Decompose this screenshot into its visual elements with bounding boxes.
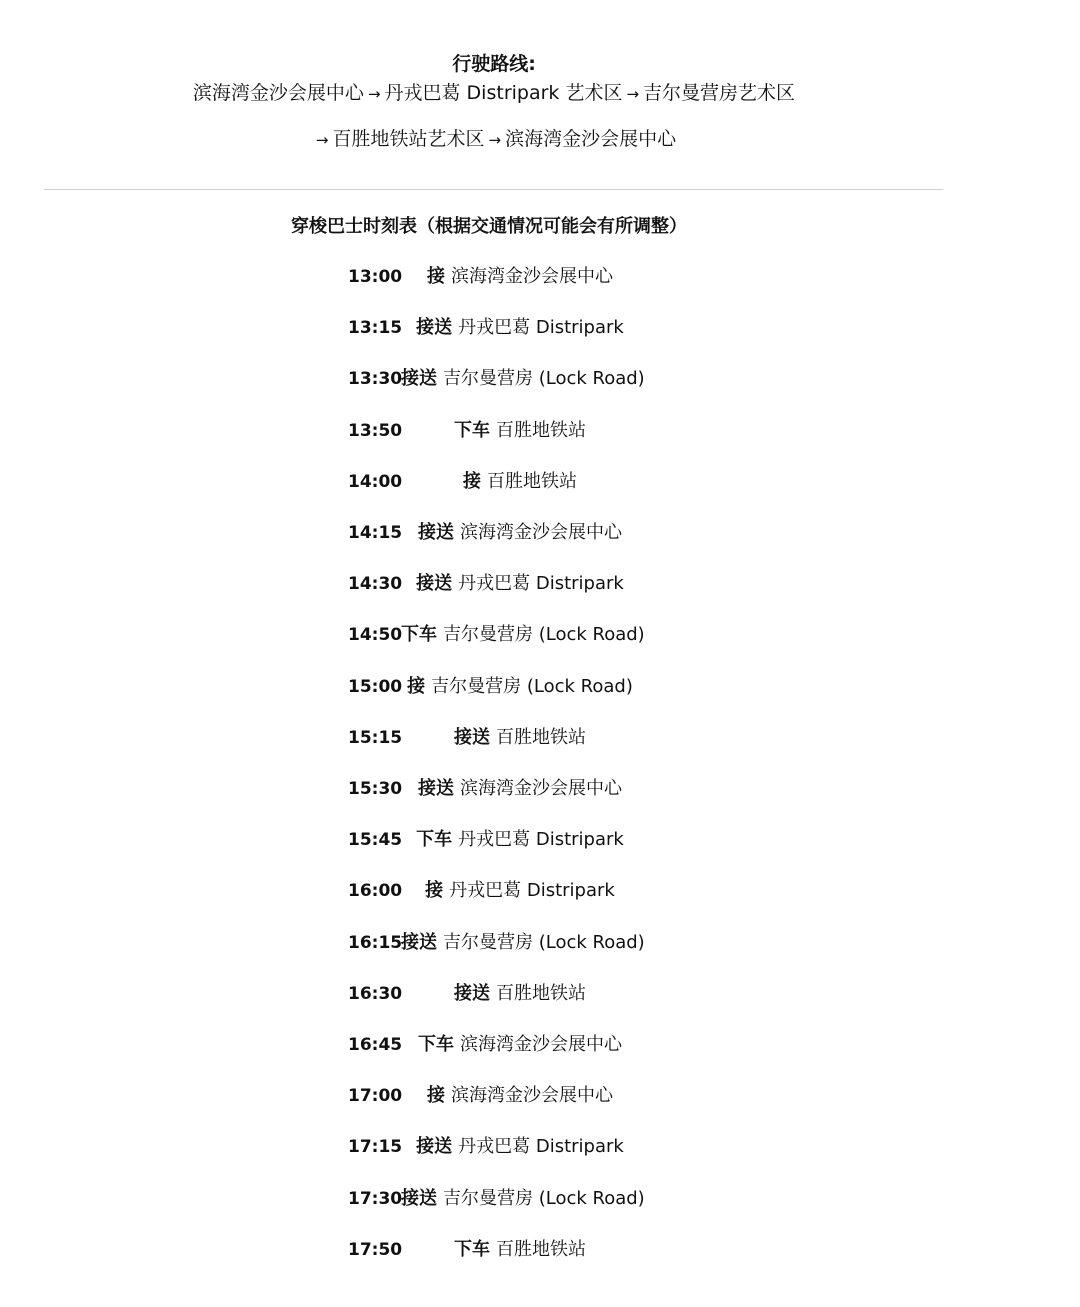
schedule-place: 丹戎巴葛 Distripark (449, 880, 615, 901)
schedule-action: 接 (407, 676, 426, 697)
route-stop: 吉尔曼营房艺术区 (643, 82, 796, 104)
schedule-action: 下车 (418, 1034, 454, 1055)
schedule-row (0, 313, 1080, 343)
schedule-place: 丹戎巴葛 Distripark (458, 573, 624, 594)
schedule-row (0, 876, 1080, 906)
schedule-place: 百胜地铁站 (496, 1239, 586, 1260)
schedule-stop (398, 467, 642, 497)
schedule-time: 17:30 (348, 1189, 403, 1209)
schedule-time: 14:00 (348, 472, 403, 492)
schedule-time: 17:00 (348, 1086, 403, 1106)
schedule-time: 14:30 (348, 574, 403, 594)
schedule-row (0, 518, 1080, 548)
schedule-action: 接送 (416, 1136, 453, 1157)
schedule-stop (398, 672, 642, 702)
schedule-row (0, 979, 1080, 1009)
route-stop: 百胜地铁站艺术区 (332, 128, 485, 150)
schedule-row (0, 928, 1080, 958)
schedule-action: 接 (427, 1085, 445, 1106)
arrow-right-icon: → (626, 85, 640, 103)
route-stop: 滨海湾金沙会展中心 (505, 128, 677, 150)
schedule-place: 丹戎巴葛 Distripark (458, 829, 624, 850)
schedule-action: 下车 (454, 1239, 490, 1260)
schedule-action: 下车 (401, 624, 437, 645)
schedule-stop (401, 364, 643, 394)
schedule-row (0, 1184, 1080, 1214)
schedule-action: 接送 (416, 317, 453, 338)
schedule-stop (398, 825, 642, 855)
route-line-1 (0, 79, 988, 108)
schedule-action: 接送 (401, 368, 437, 389)
schedule-time: 13:30 (348, 369, 403, 389)
arrow-right-icon: → (315, 131, 329, 149)
schedule-row (0, 262, 1080, 292)
schedule-action: 下车 (454, 420, 490, 441)
schedule-place: 百胜地铁站 (496, 727, 586, 748)
schedule-row (0, 1030, 1080, 1060)
schedule-stop (401, 620, 643, 650)
schedule-time: 17:50 (348, 1240, 403, 1260)
schedule-action: 接 (427, 266, 445, 287)
schedule-action: 接送 (401, 1188, 437, 1209)
schedule-row (0, 364, 1080, 394)
route-stop: 滨海湾金沙会展中心 (192, 82, 364, 104)
schedule-time: 14:15 (348, 523, 403, 543)
schedule-time: 15:30 (348, 779, 403, 799)
schedule-place: 百胜地铁站 (496, 420, 586, 441)
schedule-stop (398, 262, 642, 292)
schedule-place: 滨海湾金沙会展中心 (451, 266, 613, 287)
schedule-stop (401, 928, 643, 958)
schedule-stop (398, 569, 642, 599)
schedule-time: 13:00 (348, 267, 403, 287)
schedule-row (0, 467, 1080, 497)
schedule-place: 吉尔曼营房 (Lock Road) (443, 368, 645, 389)
schedule-stop (398, 1081, 642, 1111)
schedule-action: 接送 (454, 727, 490, 748)
arrow-right-icon: → (367, 85, 381, 103)
schedule-place: 滨海湾金沙会展中心 (451, 1085, 613, 1106)
schedule-stop (398, 313, 642, 343)
schedule-action: 接送 (416, 573, 453, 594)
schedule-time: 13:50 (348, 421, 403, 441)
route-title: 行驶路线: (452, 53, 536, 75)
schedule-place: 丹戎巴葛 Distripark (458, 317, 624, 338)
schedule-time: 15:00 (348, 677, 403, 697)
schedule-stop (398, 774, 642, 804)
schedule-stop (398, 1235, 642, 1265)
schedule-action: 接 (425, 880, 444, 901)
schedule-action: 下车 (416, 829, 453, 850)
schedule-stop (398, 518, 642, 548)
schedule-place: 滨海湾金沙会展中心 (460, 522, 622, 543)
schedule-place: 吉尔曼营房 (Lock Road) (431, 676, 633, 697)
schedule-row (0, 1081, 1080, 1111)
schedule-stop (398, 876, 642, 906)
route-stop: 丹戎巴葛 Distripark 艺术区 (384, 82, 623, 104)
schedule-row (0, 620, 1080, 650)
schedule-action: 接送 (418, 522, 454, 543)
schedule-time: 13:15 (348, 318, 403, 338)
schedule-time: 16:00 (348, 881, 403, 901)
schedule-row (0, 825, 1080, 855)
schedule-time: 15:15 (348, 728, 403, 748)
section-divider (44, 189, 943, 190)
schedule-row (0, 1132, 1080, 1162)
schedule-stop (398, 416, 642, 446)
schedule-place: 丹戎巴葛 Distripark (458, 1136, 624, 1157)
schedule-time: 15:45 (348, 830, 403, 850)
schedule-place: 吉尔曼营房 (Lock Road) (443, 1188, 645, 1209)
schedule-time: 17:15 (348, 1137, 403, 1157)
schedule-stop (398, 1132, 642, 1162)
schedule-row (0, 1235, 1080, 1265)
schedule-time: 16:30 (348, 984, 403, 1004)
schedule-place: 百胜地铁站 (496, 983, 586, 1004)
schedule-stop (398, 979, 642, 1009)
schedule-place: 滨海湾金沙会展中心 (460, 1034, 622, 1055)
schedule-place: 吉尔曼营房 (Lock Road) (443, 932, 645, 953)
schedule-place: 吉尔曼营房 (Lock Road) (443, 624, 645, 645)
schedule-row (0, 569, 1080, 599)
schedule-row (0, 672, 1080, 702)
route-line-2 (0, 125, 988, 154)
schedule-title: 穿梭巴士时刻表（根据交通情况可能会有所调整） (291, 216, 687, 237)
arrow-right-icon: → (488, 131, 502, 149)
schedule-stop (398, 1030, 642, 1060)
schedule-action: 接 (463, 471, 481, 492)
schedule-action: 接送 (401, 932, 437, 953)
schedule-action: 接送 (454, 983, 490, 1004)
schedule-time: 16:45 (348, 1035, 403, 1055)
schedule-time: 16:15 (348, 933, 403, 953)
schedule-row (0, 774, 1080, 804)
schedule-row (0, 416, 1080, 446)
schedule-row (0, 723, 1080, 753)
schedule-stop (398, 723, 642, 753)
schedule-time: 14:50 (348, 625, 403, 645)
schedule-action: 接送 (418, 778, 454, 799)
schedule-stop (401, 1184, 643, 1214)
schedule-place: 百胜地铁站 (487, 471, 577, 492)
schedule-place: 滨海湾金沙会展中心 (460, 778, 622, 799)
